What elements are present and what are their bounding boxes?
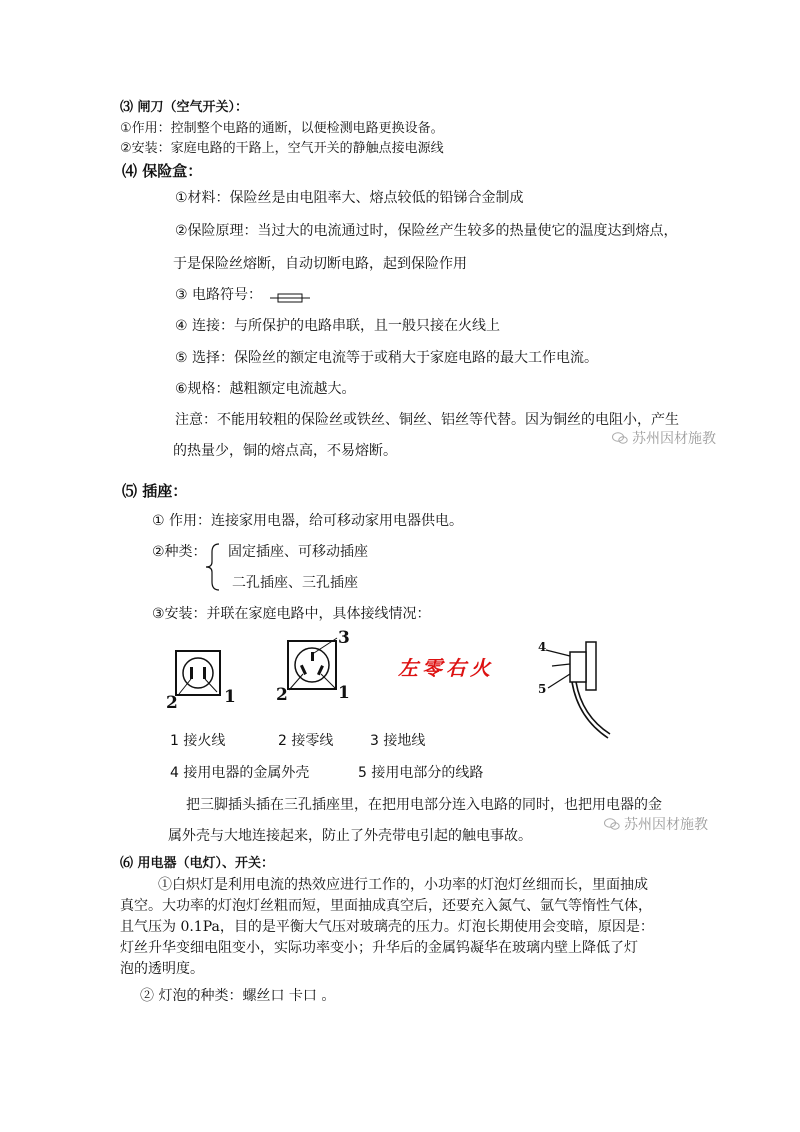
section4-select: ⑤ 选择：保险丝的额定电流等于或稍大于家庭电路的最大工作电流。 (175, 350, 598, 366)
section3-line2: ②安装：家庭电路的干路上，空气开关的静触点接电源线 (120, 141, 444, 156)
watermark-text: 苏州因材施教 (632, 431, 716, 447)
slogan: 左零右火 (398, 656, 494, 680)
section6-p3: 且气压为 0.1Pa，目的是平衡大气压对玻璃壳的压力。灯泡长期使用会变暗，原因是： (120, 919, 654, 935)
section4-material: ①材料：保险丝是由电阻率大、熔点较低的铅锑合金制成 (175, 190, 524, 206)
section6-p2: 真空。大功率的灯泡灯丝粗而短，里面抽成真空后，还要充入氮气、氩气等惰性气体， (120, 898, 652, 914)
section5-heading: ⑸ 插座： (122, 482, 188, 500)
legend-2: 2 接零线 (278, 733, 334, 749)
legend-1: 1 接火线 (170, 733, 226, 749)
kinds-brace (204, 542, 222, 592)
section6-p6: ② 灯泡的种类：螺丝口 卡口 。 (140, 988, 336, 1004)
two-hole-socket (175, 650, 221, 696)
section3-line1: ①作用：控制整个电路的通断，以便检测电路更换设备。 (120, 121, 444, 136)
section4-connect: ④ 连接：与所保护的电路串联，且一般只接在火线上 (175, 318, 500, 334)
section5-explain-a: 把三脚插头插在三孔插座里，在把用电部分连入电路的同时，也把用电器的金 (186, 797, 662, 813)
section6-heading: ⑹ 用电器（电灯）、开关： (120, 856, 275, 871)
legend-4: 4 接用电器的金属外壳 (170, 765, 310, 781)
three-hole-socket (287, 640, 339, 690)
three-hole-label-right: 1 (338, 683, 350, 703)
wechat-icon (604, 818, 620, 830)
watermark-2 (604, 814, 708, 834)
two-hole-label-left: 2 (166, 693, 178, 713)
section5-kind1: 固定插座、可移动插座 (228, 544, 368, 560)
section6-p5: 泡的透明度。 (120, 961, 204, 977)
section5-kinds-label: ②种类： (152, 544, 207, 560)
legend-3: 3 接地线 (370, 733, 426, 749)
two-hole-label-right: 1 (224, 687, 236, 707)
section4-symbol: ③ 电路符号： (175, 287, 263, 303)
wechat-icon (612, 432, 628, 444)
fuse-symbol (270, 292, 310, 304)
section4-spec: ⑥规格：越粗额定电流越大。 (175, 381, 356, 397)
plug-label-top: 4 (538, 640, 547, 654)
section4-principle-a: ②保险原理：当过大的电流通过时，保险丝产生较多的热量使它的温度达到熔点， (175, 223, 678, 239)
section6-p4: 灯丝升华变细电阻变小，实际功率变小；升华后的金属钨凝华在玻璃内壁上降低了灯 (120, 940, 638, 956)
three-pin-plug (540, 638, 610, 748)
watermark-1 (612, 428, 716, 448)
section4-note-b: 的热量少，铜的熔点高，不易熔断。 (173, 443, 397, 459)
section6-p1: ①白炽灯是利用电流的热效应进行工作的，小功率的灯泡灯丝细而长，里面抽成 (158, 877, 648, 893)
three-hole-label-top: 3 (338, 628, 350, 648)
section5-kind2: 二孔插座、三孔插座 (232, 575, 358, 591)
section5-explain-b: 属外壳与大地连接起来，防止了外壳带电引起的触电事故。 (168, 828, 532, 844)
section5-use: ① 作用：连接家用电器，给可移动家用电器供电。 (152, 513, 463, 529)
section5-install: ③安装：并联在家庭电路中，具体接线情况： (152, 606, 431, 622)
watermark-text: 苏州因材施教 (624, 817, 708, 833)
plug-label-bottom: 5 (538, 682, 547, 696)
section4-note-a: 注意：不能用较粗的保险丝或铁丝、铜丝、铝丝等代替。因为铜丝的电阻小，产生 (175, 412, 679, 428)
section4-heading: ⑷ 保险盒： (122, 162, 203, 180)
three-hole-label-left: 2 (276, 685, 288, 705)
section4-principle-b: 于是保险丝熔断，自动切断电路，起到保险作用 (173, 256, 467, 272)
section3-heading: ⑶ 闸刀（空气开关）： (120, 100, 249, 115)
legend-5: 5 接用电部分的线路 (358, 765, 484, 781)
